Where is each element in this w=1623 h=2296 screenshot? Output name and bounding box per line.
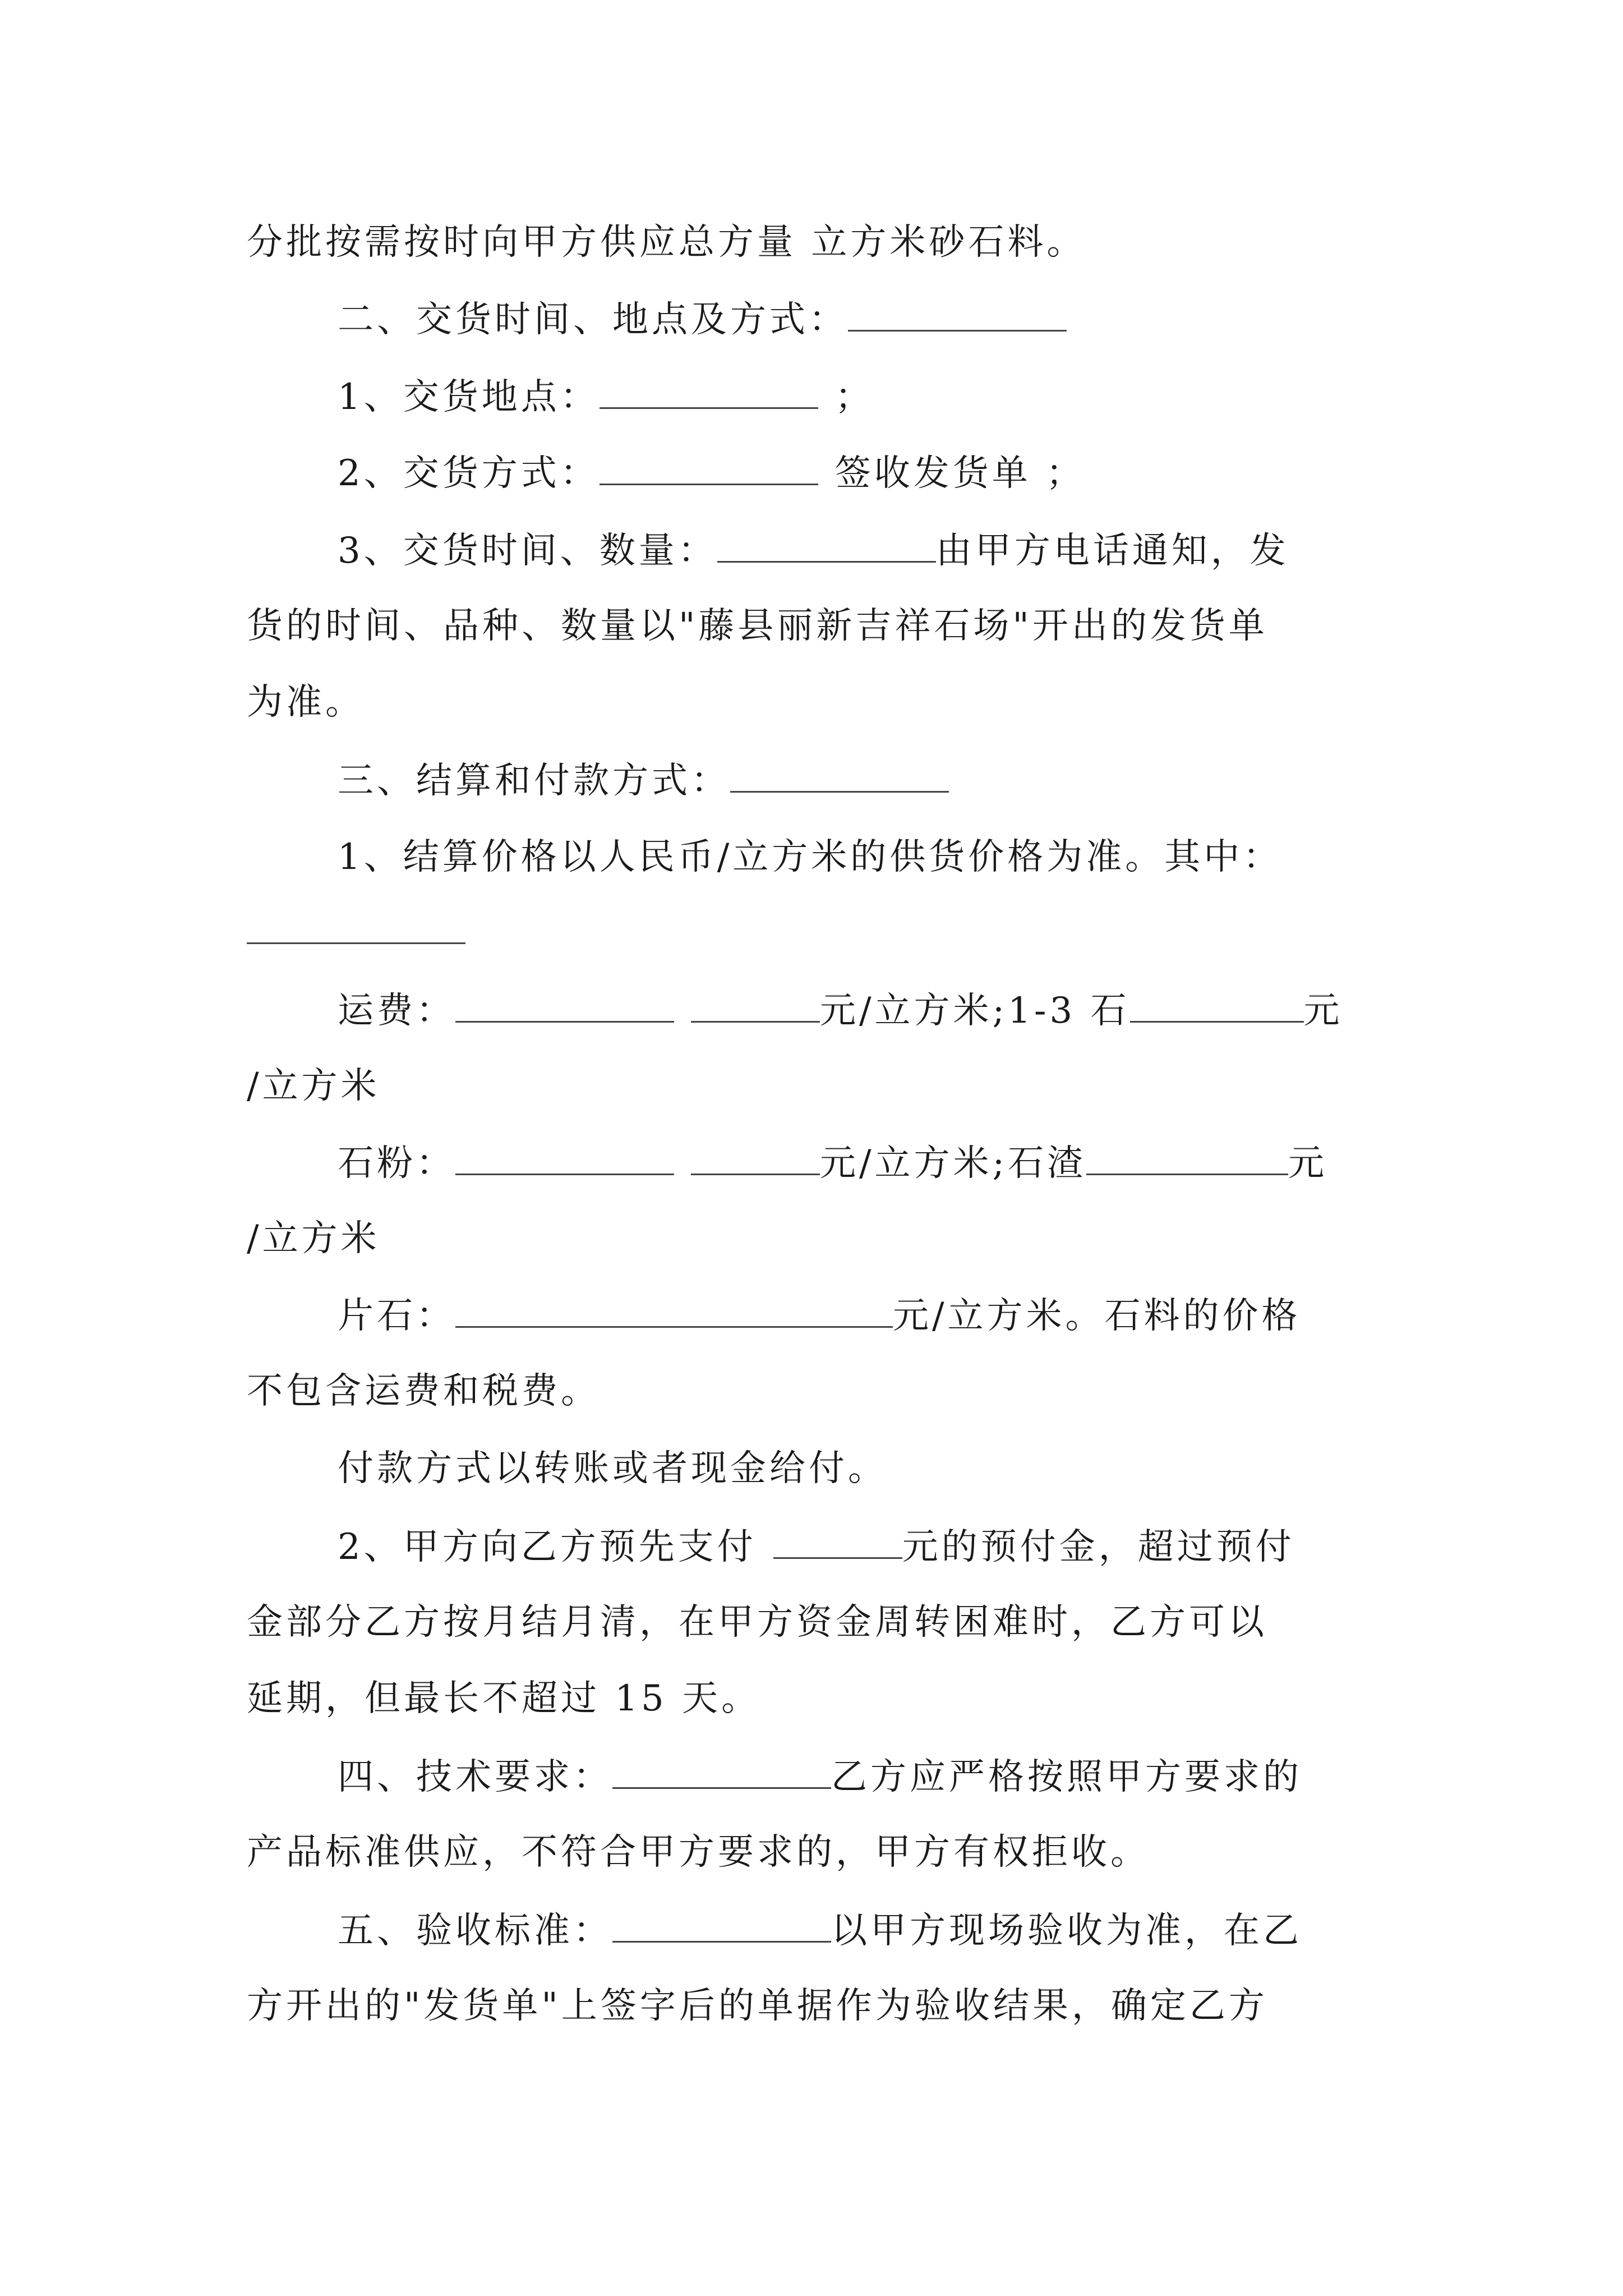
text-line <box>247 604 1268 648</box>
text-line <box>247 1984 1268 2028</box>
clause-text: ； <box>834 376 874 418</box>
text-line <box>247 680 365 725</box>
text-line <box>247 1676 760 1721</box>
clause-text: 2、甲方向乙方预先支付 <box>338 1526 757 1568</box>
blank-line <box>247 909 465 955</box>
paragraph-text: 货的时间、品种、数量以"藤县丽新吉祥石场"开出的发货单 <box>247 605 1268 647</box>
fill-blank <box>848 296 1067 332</box>
price-text: 元 <box>1288 1143 1328 1184</box>
heading-text: 五、验收标准： <box>338 1910 612 1952</box>
clause-text: 1、结算价格以人民币/立方米的供货价格为准。其中： <box>338 836 1283 878</box>
clause-delivery-location <box>338 374 874 420</box>
fill-blank <box>600 374 818 409</box>
clause-text: 乙方应严格按照甲方要求的 <box>831 1756 1302 1798</box>
clause-text: 由甲方电话通知，发 <box>935 530 1289 572</box>
fill-blank <box>717 527 936 563</box>
fill-blank <box>612 1754 831 1789</box>
price-slab-stone <box>338 1292 1301 1338</box>
payment-method <box>338 1446 887 1491</box>
paragraph-text: 为准。 <box>247 682 365 723</box>
heading-text: 三、结算和付款方式： <box>338 760 730 802</box>
fill-blank <box>1130 987 1304 1023</box>
clause-text: 签收发货单 ； <box>834 453 1086 494</box>
paragraph-text: 金部分乙方按月结月清，在甲方资金周转困难时，乙方可以 <box>247 1602 1267 1643</box>
paragraph-text: 分批按需按时向甲方供应总方量 立方米砂石料。 <box>247 222 1086 263</box>
price-text: 元 <box>1303 990 1343 1032</box>
clause-text: 以甲方现场验收为准，在乙 <box>831 1910 1302 1952</box>
paragraph-text: 延期，但最长不超过 15 天。 <box>247 1678 761 1719</box>
clause-prepayment <box>338 1524 1295 1570</box>
paragraph-text: 付款方式以转账或者现金给付。 <box>338 1448 887 1489</box>
section-heading-technical <box>338 1754 1302 1800</box>
price-label: 石粉： <box>338 1143 455 1184</box>
price-freight <box>338 987 1343 1033</box>
fill-blank <box>455 987 674 1023</box>
section-heading-settlement <box>338 757 949 803</box>
fill-blank <box>455 1140 674 1175</box>
text-line <box>247 220 1086 265</box>
text-line <box>247 1830 1150 1875</box>
clause-label: 1、交货地点： <box>338 376 600 418</box>
price-text: 元/立方米。石料的价格 <box>893 1295 1301 1337</box>
clause-delivery-method <box>338 450 1085 496</box>
heading-text: 四、技术要求： <box>338 1756 612 1798</box>
fill-blank <box>455 1292 893 1328</box>
text-line <box>247 1369 600 1414</box>
price-label: 运费： <box>338 990 455 1032</box>
text-line <box>247 1600 1267 1645</box>
clause-label: 2、交货方式： <box>338 453 600 494</box>
text-line <box>247 1216 380 1261</box>
paragraph-text: /立方米 <box>247 1065 380 1107</box>
clause-label: 3、交货时间、数量： <box>338 530 717 572</box>
fill-blank <box>612 1907 831 1943</box>
paragraph-text: 不包含运费和税费。 <box>247 1370 600 1412</box>
section-heading-acceptance <box>338 1907 1302 1953</box>
fill-blank <box>600 450 818 485</box>
paragraph-text: 产品标准供应，不符合甲方要求的，甲方有权拒收。 <box>247 1832 1150 1873</box>
clause-text: 元的预付金，超过预付 <box>902 1526 1295 1568</box>
fill-blank <box>1086 1140 1288 1175</box>
paragraph-text: 方开出的"发货单"上签字后的单据作为验收结果，确定乙方 <box>247 1985 1268 2027</box>
heading-text: 二、交货时间、地点及方式： <box>338 299 848 341</box>
clause-settlement-price <box>338 835 1282 880</box>
price-text: 元/立方米;1-3 石 <box>820 990 1130 1032</box>
fill-blank <box>247 909 465 944</box>
clause-delivery-time <box>338 527 1289 573</box>
price-stone-powder <box>338 1140 1327 1186</box>
section-heading-delivery <box>338 296 1067 342</box>
fill-blank <box>691 987 820 1023</box>
price-label: 片石： <box>338 1295 455 1337</box>
price-text: 元/立方米;石渣 <box>820 1143 1087 1184</box>
fill-blank <box>773 1524 902 1559</box>
text-line <box>247 1064 380 1108</box>
fill-blank <box>691 1140 820 1175</box>
paragraph-text: /立方米 <box>247 1218 380 1259</box>
fill-blank <box>730 757 949 793</box>
